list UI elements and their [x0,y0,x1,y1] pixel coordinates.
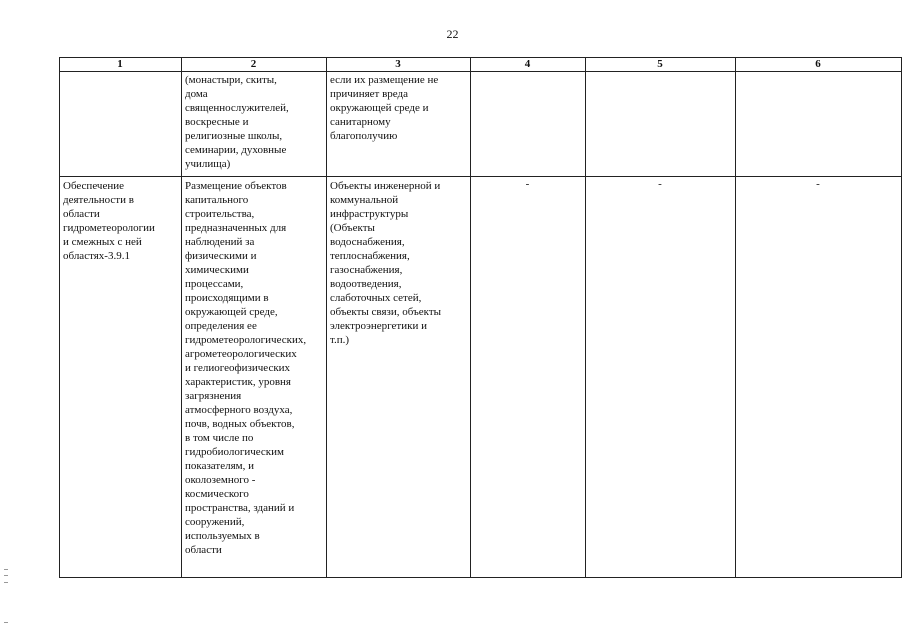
header-bottom-border [59,71,902,72]
column-border [735,57,736,578]
row1-permitted-use-description: (монастыри, скиты, дома священнослужителей, воскресные и религиозные школы, семинарии, духовные училища) [185,74,289,170]
table-bottom-border [59,577,902,578]
row2-col6-value: - [816,178,820,190]
page-number: 22 [446,27,459,41]
margin-scan-mark [4,569,8,583]
column-border [326,57,327,578]
row2-auxiliary-use: Объекты инженерной и коммунальной инфраструктуры (Объекты водоснабжения, теплоснабжения, газоснабжения, водоотведения, слаботочных сетей, объекты связи, объекты электроэнергетики и т.п.) [330,180,442,346]
column-border [901,57,902,578]
header-cell-3: 3 [395,58,401,70]
column-border [470,57,471,578]
header-cell-6: 6 [815,58,821,70]
row2-use-type-name: Обеспечение деятельности в области гидрометеорологии и смежных с ней областях-3.9.1 [63,180,155,262]
header-cell-4: 4 [524,58,531,70]
row2-permitted-use-description: Размещение объектов капитального строительства, предназначенных для наблюдений за физическими и химическими процессами, происходящими в окружающей среде, определения ее гидрометеорологических, агрометеорологических и гелиогеофизических характеристик, уровня загрязнения атмосферного воздуха, почв, водных объектов, в том числе по гидробиологическим показателям, и околоземного - космического пространства, зданий и сооружений, используемых в области [185,180,307,556]
header-cell-1: 1 [117,58,123,70]
row2-col5-value: - [658,178,662,190]
column-border [181,57,182,578]
row1-auxiliary-use: если их размещение не причиняет вреда окружающей среде и санитарному благополучию [330,74,439,142]
column-border [585,57,586,578]
land-use-table [59,57,902,577]
margin-scan-mark [4,622,8,623]
header-cell-2: 2 [250,58,257,70]
header-cell-5: 5 [657,58,663,70]
row2-col4-value: - [525,178,530,190]
column-border [59,57,60,578]
